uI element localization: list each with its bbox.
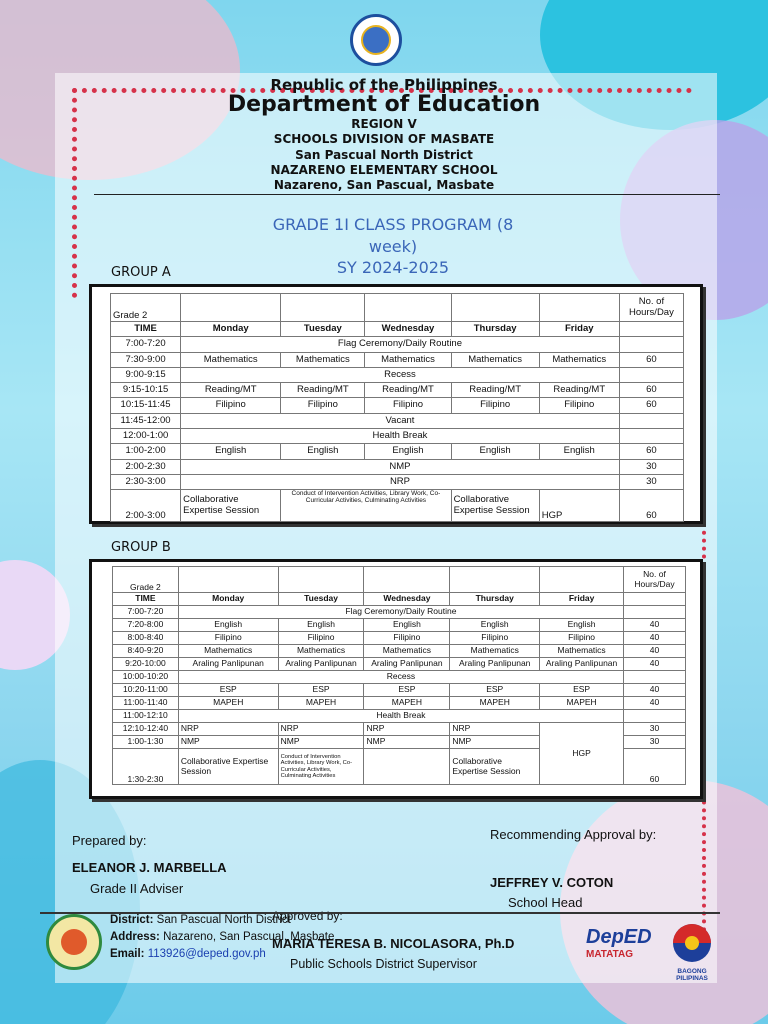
hours-cell: 40	[624, 684, 686, 697]
time-cell: 10:20-11:00	[113, 684, 179, 697]
table-row	[113, 671, 686, 684]
footer-email-value[interactable]: 113926@deped.gov.ph	[147, 948, 266, 960]
subject-cell: MAPEH	[364, 697, 450, 710]
subject-cell: Filipino	[281, 398, 365, 413]
hours-cell: 60	[619, 490, 683, 522]
group-a-header-friday: Friday	[539, 322, 619, 337]
subject-cell: English	[365, 444, 451, 459]
group-a-grade: Grade 2	[111, 294, 181, 322]
subject-cell: MAPEH	[278, 697, 364, 710]
span-cell: Vacant	[181, 413, 620, 428]
time-cell: 8:00-8:40	[113, 632, 179, 645]
subject-cell: Filipino	[539, 398, 619, 413]
subject-cell: NMP	[178, 736, 278, 749]
subject-cell: Filipino	[540, 632, 624, 645]
group-b-header-monday: Monday	[178, 593, 278, 606]
subject-cell: Mathematics	[278, 645, 364, 658]
approved-by-label: Approved by:	[272, 909, 343, 923]
table-row	[111, 474, 684, 489]
subject-cell: NMP	[278, 736, 364, 749]
hours-cell	[624, 710, 686, 723]
table-row	[113, 645, 686, 658]
subject-cell: English	[181, 444, 281, 459]
subject-cell: Reading/MT	[181, 383, 281, 398]
subject-cell: Filipino	[278, 632, 364, 645]
table-row	[111, 459, 684, 474]
group-a-hours-header: No. of Hours/Day	[619, 294, 683, 322]
subject-cell: ESP	[364, 684, 450, 697]
group-a-label: GROUP A	[111, 265, 171, 280]
subject-cell: Mathematics	[364, 645, 450, 658]
subject-cell: English	[539, 444, 619, 459]
group-b-schedule-table	[112, 566, 686, 785]
group-b-table-frame	[89, 559, 703, 799]
time-cell: 1:00-2:00	[111, 444, 181, 459]
group-a-header-wednesday: Wednesday	[365, 322, 451, 337]
subject-cell: Filipino	[451, 398, 539, 413]
span-cell: Flag Ceremony/Daily Routine	[181, 337, 620, 352]
subject-cell: MAPEH	[450, 697, 540, 710]
subject-cell: Reading/MT	[451, 383, 539, 398]
hgp-cell: HGP	[540, 723, 624, 785]
table-row	[111, 398, 684, 413]
time-cell: 10:00-10:20	[113, 671, 179, 684]
program-title-line3: SY 2024-2025	[336, 258, 450, 277]
span-cell: Recess	[178, 671, 623, 684]
subject-cell: ESP	[278, 684, 364, 697]
approved-by-title: Public Schools District Supervisor	[290, 957, 477, 971]
program-title-line1: GRADE 1I CLASS PROGRAM (8	[272, 215, 514, 234]
time-cell: 8:40-9:20	[113, 645, 179, 658]
header-region: REGION V	[351, 117, 417, 131]
time-cell: 10:15-11:45	[111, 398, 181, 413]
subject-cell: Filipino	[450, 632, 540, 645]
hours-cell: 40	[624, 619, 686, 632]
table-row	[113, 619, 686, 632]
hours-cell: 60	[624, 749, 686, 785]
table-row	[113, 658, 686, 671]
hours-cell: 30	[624, 736, 686, 749]
time-cell: 12:10-12:40	[113, 723, 179, 736]
span-cell: Recess	[181, 367, 620, 382]
group-a-header-monday: Monday	[181, 322, 281, 337]
program-title-line2: week)	[368, 237, 418, 256]
hours-cell: 40	[624, 645, 686, 658]
subject-cell: ESP	[450, 684, 540, 697]
footer-address-label: Address:	[110, 931, 160, 943]
subject-cell: English	[451, 444, 539, 459]
recommending-name: JEFFREY V. COTON	[490, 875, 614, 890]
recommending-title: School Head	[508, 895, 583, 910]
subject-cell: Mathematics	[178, 645, 278, 658]
deped-wordmark: DepED	[586, 926, 652, 948]
prepared-by-title: Grade II Adviser	[90, 881, 184, 896]
subject-cell: Mathematics	[281, 352, 365, 367]
conduct-cell: Conduct of Intervention Activities, Library Work, Co-Curricular Activities, Culminating Activities	[281, 490, 451, 522]
subject-cell: Mathematics	[540, 645, 624, 658]
table-row	[111, 367, 684, 382]
span-cell: Health Break	[181, 429, 620, 444]
matatag-wordmark: MATATAG	[586, 949, 634, 960]
table-row	[113, 632, 686, 645]
time-cell: 7:20-8:00	[113, 619, 179, 632]
hgp-cell: HGP	[539, 490, 619, 522]
subject-cell: Filipino	[178, 632, 278, 645]
hours-cell	[624, 671, 686, 684]
group-a-header-thursday: Thursday	[451, 322, 539, 337]
subject-cell: MAPEH	[540, 697, 624, 710]
group-b-hours-header: No. of Hours/Day	[624, 567, 686, 593]
subject-cell: Reading/MT	[281, 383, 365, 398]
time-cell: 9:15-10:15	[111, 383, 181, 398]
conduct-cell: Conduct of Intervention Activities, Library Work, Co-Curricular Activities, Culminating Activities	[278, 749, 364, 785]
approved-by-name: MARIA TERESA B. NICOLASORA, Ph.D	[272, 936, 515, 951]
table-row	[113, 684, 686, 697]
header-republic: Republic of the Philippines	[270, 76, 498, 94]
group-b-header-time: TIME	[113, 593, 179, 606]
hours-cell	[624, 606, 686, 619]
bagong-pilipinas-emblem-icon	[664, 922, 720, 964]
time-cell: 11:00-12:10	[113, 710, 179, 723]
subject-cell: English	[450, 619, 540, 632]
hours-cell: 30	[619, 459, 683, 474]
subject-cell: Mathematics	[365, 352, 451, 367]
school-logo	[46, 914, 102, 970]
subject-cell: Araling Panlipunan	[450, 658, 540, 671]
subject-cell: Filipino	[365, 398, 451, 413]
hours-cell	[619, 367, 683, 382]
subject-cell: English	[364, 619, 450, 632]
time-cell: 1:30-2:30	[113, 749, 179, 785]
hours-cell	[619, 429, 683, 444]
time-cell: 1:00-1:30	[113, 736, 179, 749]
subject-cell: Mathematics	[451, 352, 539, 367]
time-cell: 7:00-7:20	[111, 337, 181, 352]
hours-cell	[619, 413, 683, 428]
footer-address	[110, 931, 334, 943]
subject-cell: NRP	[364, 723, 450, 736]
collab-cell: Collaborative Expertise Session	[181, 490, 281, 522]
group-a-header-time: TIME	[111, 322, 181, 337]
time-cell: 11:45-12:00	[111, 413, 181, 428]
table-row	[113, 710, 686, 723]
subject-cell: Reading/MT	[539, 383, 619, 398]
group-a-schedule-table	[110, 293, 684, 522]
hours-cell: 60	[619, 398, 683, 413]
group-b-header-friday: Friday	[540, 593, 624, 606]
collab-cell: Collaborative Expertise Session	[450, 749, 540, 785]
time-cell: 2:00-2:30	[111, 459, 181, 474]
group-b-header-thursday: Thursday	[450, 593, 540, 606]
time-cell: 9:00-9:15	[111, 367, 181, 382]
subject-cell: English	[540, 619, 624, 632]
group-b-header-tuesday: Tuesday	[278, 593, 364, 606]
header-department: Department of Education	[227, 92, 541, 117]
footer-address-value: Nazareno, San Pascual, Masbate	[163, 931, 335, 943]
hours-cell: 30	[624, 723, 686, 736]
group-b-grade: Grade 2	[113, 567, 179, 593]
time-cell: 12:00-1:00	[111, 429, 181, 444]
subject-cell: Reading/MT	[365, 383, 451, 398]
subject-cell: Araling Panlipunan	[278, 658, 364, 671]
footer-email-label: Email:	[110, 948, 145, 960]
hours-cell: 60	[619, 352, 683, 367]
hours-cell	[619, 337, 683, 352]
table-row	[111, 413, 684, 428]
hours-cell: 30	[619, 474, 683, 489]
table-row	[111, 429, 684, 444]
deped-matatag-logo	[586, 926, 658, 970]
group-a-header-tuesday: Tuesday	[281, 322, 365, 337]
subject-cell: Mathematics	[450, 645, 540, 658]
table-row	[111, 444, 684, 459]
subject-cell: NRP	[178, 723, 278, 736]
subject-cell: ESP	[540, 684, 624, 697]
subject-cell: NMP	[450, 736, 540, 749]
subject-cell: NMP	[364, 736, 450, 749]
hours-cell: 60	[619, 383, 683, 398]
table-row	[113, 723, 686, 736]
subject-cell: English	[281, 444, 365, 459]
table-row	[113, 697, 686, 710]
table-row	[111, 383, 684, 398]
subject-cell: NRP	[450, 723, 540, 736]
subject-cell: English	[278, 619, 364, 632]
group-a-table-frame	[89, 284, 703, 524]
footer-district-label: District:	[110, 914, 154, 926]
hours-cell: 40	[624, 632, 686, 645]
deped-seal-logo	[350, 14, 402, 66]
hours-cell: 40	[624, 697, 686, 710]
prepared-by-name: ELEANOR J. MARBELLA	[72, 860, 227, 875]
time-cell: 2:30-3:00	[111, 474, 181, 489]
time-cell: 7:00-7:20	[113, 606, 179, 619]
recommending-label: Recommending Approval by:	[490, 827, 657, 842]
subject-cell: Filipino	[364, 632, 450, 645]
subject-cell: Filipino	[181, 398, 281, 413]
subject-cell: NRP	[278, 723, 364, 736]
span-cell: Health Break	[178, 710, 623, 723]
hours-cell: 60	[619, 444, 683, 459]
bagong-pilipinas-wordmark: BAGONG PILIPINAS	[676, 968, 708, 982]
subject-cell: ESP	[178, 684, 278, 697]
span-cell: NMP	[181, 459, 620, 474]
time-cell: 2:00-3:00	[111, 490, 181, 522]
header-school: NAZARENO ELEMENTARY SCHOOL	[270, 163, 498, 177]
table-row	[111, 490, 684, 522]
subject-cell: English	[178, 619, 278, 632]
collab-cell: Collaborative Expertise Session	[451, 490, 539, 522]
bagong-pilipinas-logo	[664, 922, 720, 982]
header-division: SCHOOLS DIVISION OF MASBATE	[273, 132, 495, 146]
subject-cell: Mathematics	[181, 352, 281, 367]
header-address: Nazareno, San Pascual, Masbate	[273, 178, 495, 192]
group-b-label: GROUP B	[111, 540, 171, 555]
footer-district-value: San Pascual North District	[156, 914, 291, 926]
subject-cell: Araling Panlipunan	[364, 658, 450, 671]
collab-cell: Collaborative Expertise Session	[178, 749, 278, 785]
page-panel	[55, 73, 717, 983]
table-row	[113, 606, 686, 619]
hours-cell: 40	[624, 658, 686, 671]
span-cell: Flag Ceremony/Daily Routine	[178, 606, 623, 619]
table-row	[111, 337, 684, 352]
time-cell: 11:00-11:40	[113, 697, 179, 710]
span-cell: NRP	[181, 474, 620, 489]
header-divider	[94, 194, 720, 195]
time-cell: 7:30-9:00	[111, 352, 181, 367]
time-cell: 9:20-10:00	[113, 658, 179, 671]
group-b-header-wednesday: Wednesday	[364, 593, 450, 606]
footer-district	[110, 914, 291, 926]
subject-cell: Araling Panlipunan	[178, 658, 278, 671]
footer-email	[110, 948, 266, 960]
subject-cell: Mathematics	[539, 352, 619, 367]
table-row	[111, 352, 684, 367]
header-district: San Pascual North District	[295, 148, 473, 162]
prepared-by-label: Prepared by:	[72, 833, 147, 848]
subject-cell: MAPEH	[178, 697, 278, 710]
subject-cell: Araling Panlipunan	[540, 658, 624, 671]
